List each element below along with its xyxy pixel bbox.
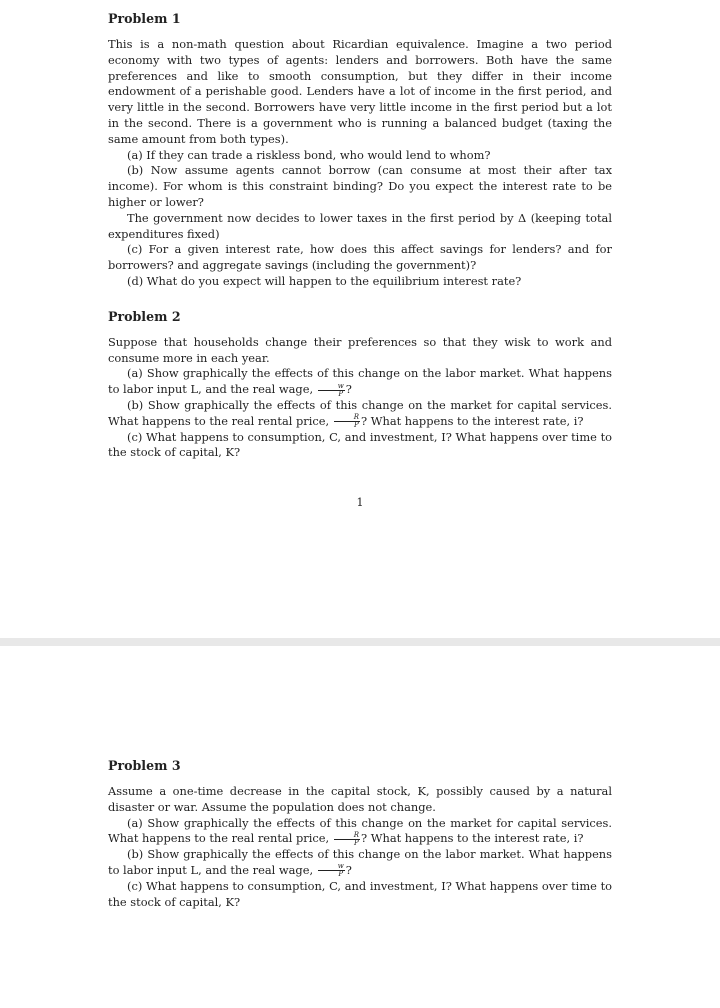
problem-2 bbox=[108, 309, 612, 461]
wage-fraction-2 bbox=[318, 863, 345, 878]
problem-1-part-a: (a) If they can trade a riskless bond, who would lend to whom? bbox=[127, 147, 491, 162]
problem-2-intro: Suppose that households change their preferences so that they wisk to work and consume more in each year. bbox=[108, 334, 612, 365]
problem-3-intro: Assume a one-time decrease in the capital stock, K, possibly caused by a natural disaster or war. Assume the population does not change. bbox=[108, 784, 612, 814]
problem-3-part-b-end: ? bbox=[345, 862, 352, 877]
rent-fraction-denominator: P bbox=[354, 421, 359, 430]
problem-2-part-c: (c) What happens to consumption, C, and investment, I? What happens over time to the stock of capital, K? bbox=[108, 429, 612, 460]
problem-1-note: The government now decides to lower taxes in the first period by Δ (keeping total expenditures fixed) bbox=[108, 210, 612, 241]
problem-2-part-b-end: ? What happens to the interest rate, i? bbox=[361, 413, 584, 428]
problem-2-part-b-text: (b) Show graphically the effects of this change on the market for capital services. What happens to the real rental price, bbox=[108, 397, 612, 428]
wage-fraction-2-denominator: P bbox=[338, 870, 344, 879]
problem-2-part-a-text: (a) Show graphically the effects of this change on the labor market. What happens to labor input L, and the real wage, bbox=[108, 366, 612, 397]
wage-fraction-denominator: P bbox=[338, 389, 344, 398]
problem-1-part-c: (c) For a given interest rate, how does this affect savings for lenders? and for borrowers? and aggregate savings (including the government)? bbox=[108, 242, 612, 273]
rent-fraction-2 bbox=[334, 832, 360, 847]
rent-fraction-numerator: R bbox=[334, 414, 360, 422]
problem-3-part-a-text: (a) Show graphically the effects of this change on the market for capital services. What happens to the real rental price, bbox=[108, 815, 612, 846]
problem-2-part-b bbox=[108, 398, 612, 430]
rent-fraction-2-denominator: P bbox=[354, 838, 359, 847]
rent-fraction bbox=[334, 414, 360, 429]
wage-fraction-2-numerator: w bbox=[318, 863, 345, 871]
page-number: 1 bbox=[356, 496, 364, 509]
wage-fraction-numerator: w bbox=[318, 383, 345, 391]
problem-2-title: Problem 2 bbox=[108, 308, 181, 324]
problem-1-title: Problem 1 bbox=[108, 11, 181, 26]
page-1-content bbox=[108, 11, 612, 461]
page-separator bbox=[0, 638, 720, 646]
problem-3-part-c: (c) What happens to consumption, C, and investment, I? What happens over time to the stock of capital, K? bbox=[108, 878, 612, 909]
problem-2-part-a-end: ? bbox=[345, 382, 352, 397]
rent-fraction-2-numerator: R bbox=[334, 832, 360, 840]
problem-1 bbox=[108, 11, 612, 290]
problem-3 bbox=[108, 758, 612, 910]
problem-1-intro: This is a non-math question about Ricardian equivalence. Imagine a two period economy with two types of agents: lenders and borrowers. Both have the same preferences and like to smooth consumption, but they differ in their income endowment of a perishable good. Lenders have a lot of income in the first period, and very little in the second. Borrowers have very little income in the first period but a lot in the second. There is a government who is running a balanced budget (taxing the same amount from both types). bbox=[108, 37, 612, 146]
problem-3-part-a bbox=[108, 816, 612, 848]
problem-2-part-a bbox=[108, 366, 612, 398]
problem-1-part-d: (d) What do you expect will happen to the equilibrium interest rate? bbox=[127, 273, 522, 288]
problem-3-part-a-end: ? What happens to the interest rate, i? bbox=[361, 831, 584, 846]
problem-3-title: Problem 3 bbox=[108, 758, 181, 773]
problem-1-part-b: (b) Now assume agents cannot borrow (can consume at most their after tax income). For whom is this constraint binding? Do you expect the interest rate to be higher or lower? bbox=[108, 163, 612, 209]
page-2 bbox=[0, 646, 720, 1008]
wage-fraction bbox=[318, 383, 345, 398]
page-2-content bbox=[108, 758, 612, 910]
problem-3-part-b bbox=[108, 847, 612, 879]
problem-3-part-b-text: (b) Show graphically the effects of this change on the labor market. What happens to labor input L, and the real wage, bbox=[108, 847, 612, 877]
